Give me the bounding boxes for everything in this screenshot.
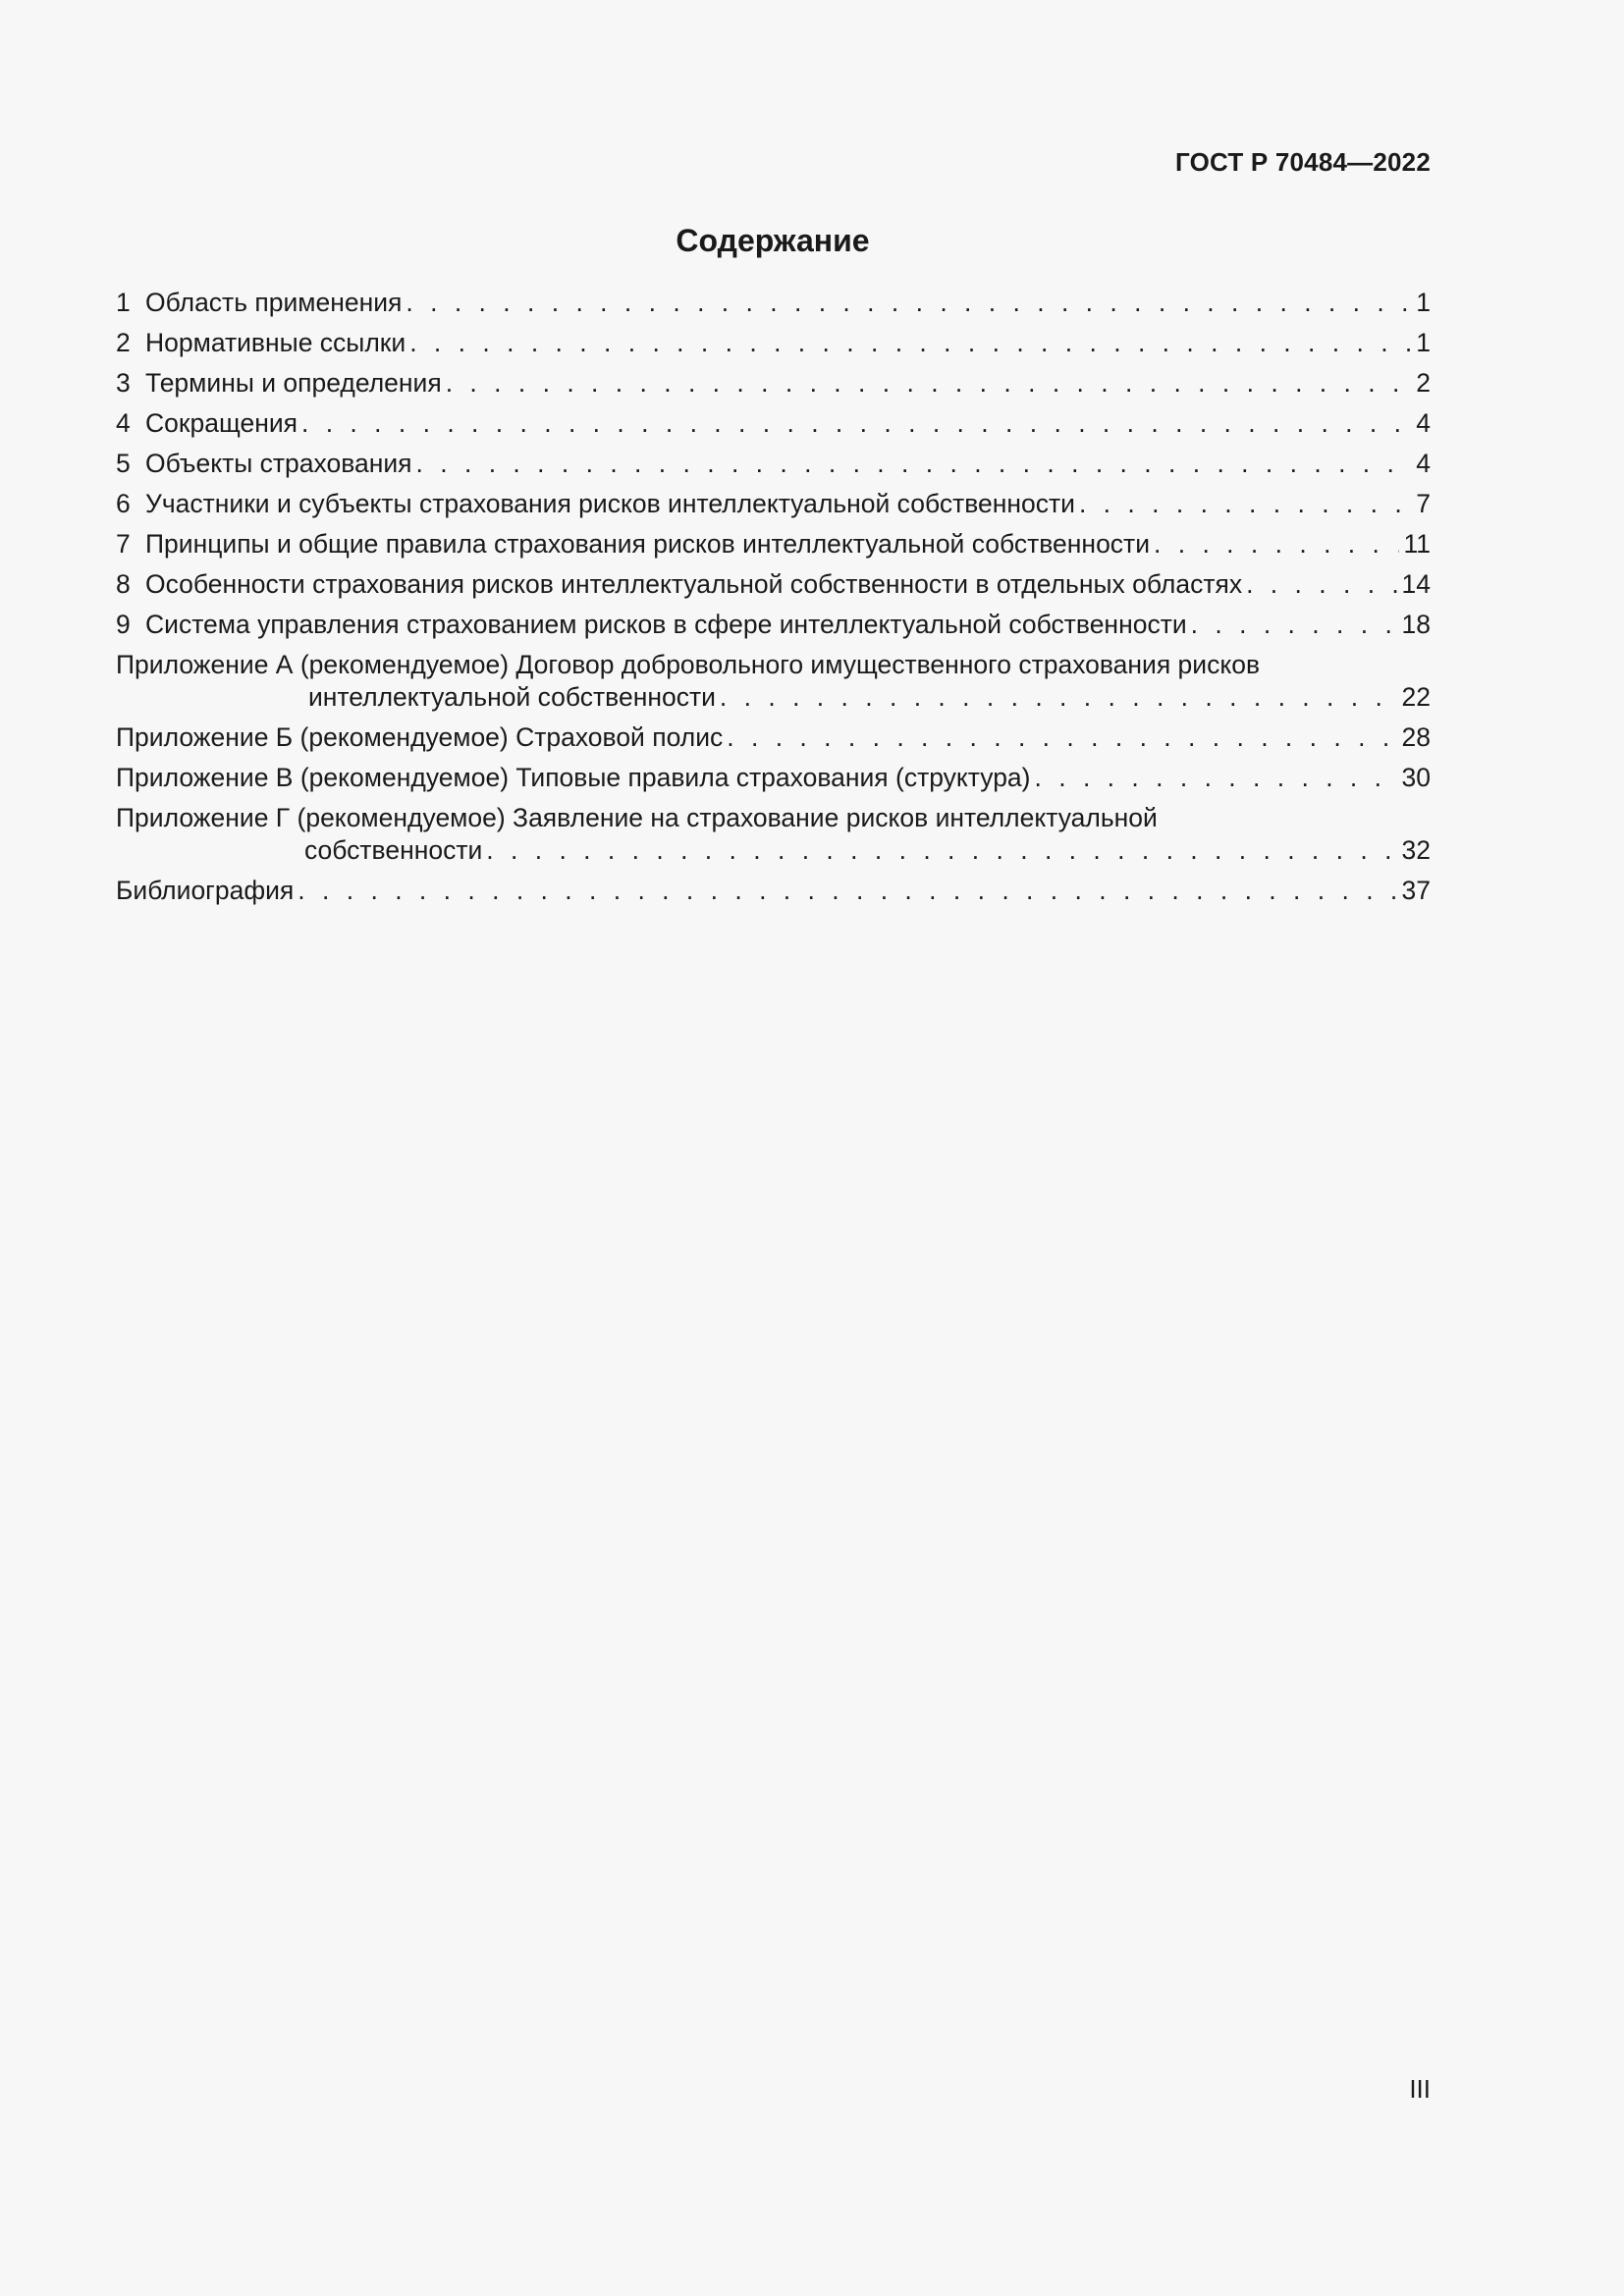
entry-title: Участники и субъекты страхования рисков интеллектуальной собственности bbox=[145, 489, 1075, 518]
appendix-title: Приложение А (рекомендуемое) Договор добровольного имущественного страхования рисков bbox=[116, 650, 1261, 679]
toc-appendix-g[interactable] bbox=[116, 802, 1431, 867]
toc-entry[interactable] bbox=[116, 407, 1431, 440]
toc-entry[interactable] bbox=[116, 568, 1431, 601]
entry-number: 7 bbox=[116, 529, 131, 559]
appendix-title-continued: собственности bbox=[304, 835, 483, 865]
entry-page: 37 bbox=[1401, 876, 1431, 905]
page-number: III bbox=[1409, 2074, 1431, 2104]
entry-title: Система управления страхованием рисков в сфере интеллектуальной собственности bbox=[145, 610, 1187, 639]
entry-page: 1 bbox=[1416, 328, 1431, 357]
leader-dots bbox=[301, 407, 1412, 440]
entry-number: 1 bbox=[116, 288, 131, 317]
toc-entry[interactable] bbox=[116, 367, 1431, 400]
toc-appendix-b[interactable] bbox=[116, 721, 1431, 754]
appendix-title: Приложение Г (рекомендуемое) Заявление на страхование рисков интеллектуальной bbox=[116, 803, 1158, 832]
entry-number: 6 bbox=[116, 489, 131, 518]
leader-dots bbox=[409, 327, 1412, 359]
toc-entry[interactable] bbox=[116, 488, 1431, 520]
entry-page: 7 bbox=[1416, 489, 1431, 518]
appendix-title-continued: интеллектуальной собственности bbox=[308, 682, 716, 712]
toc-entry[interactable] bbox=[116, 528, 1431, 561]
leader-dots bbox=[1191, 609, 1398, 641]
leader-dots bbox=[446, 367, 1413, 400]
entry-title: Нормативные ссылки bbox=[145, 328, 406, 357]
entry-page: 22 bbox=[1401, 682, 1431, 712]
entry-number: 8 bbox=[116, 569, 131, 599]
standard-code: ГОСТ Р 70484—2022 bbox=[1175, 147, 1431, 177]
table-of-contents bbox=[116, 287, 1431, 915]
leader-dots bbox=[486, 834, 1397, 867]
leader-dots bbox=[1246, 568, 1397, 601]
entry-title: Область применения bbox=[145, 288, 403, 317]
entry-number: 9 bbox=[116, 610, 131, 639]
entry-title: Особенности страхования рисков интеллектуальной собственности в отдельных областях bbox=[145, 569, 1243, 599]
appendix-title: Приложение В (рекомендуемое) Типовые правила страхования (структура) bbox=[116, 763, 1031, 792]
toc-entry[interactable] bbox=[116, 448, 1431, 480]
entry-title: Принципы и общие правила страхования рисков интеллектуальной собственности bbox=[145, 529, 1150, 559]
bibliography-title: Библиография bbox=[116, 876, 295, 905]
toc-entry[interactable] bbox=[116, 609, 1431, 641]
entry-title: Объекты страхования bbox=[145, 449, 412, 478]
entry-page: 14 bbox=[1401, 569, 1431, 599]
entry-number: 5 bbox=[116, 449, 131, 478]
entry-number: 3 bbox=[116, 368, 131, 398]
toc-entry[interactable] bbox=[116, 327, 1431, 359]
entry-title: Сокращения bbox=[145, 408, 298, 438]
entry-title: Термины и определения bbox=[145, 368, 442, 398]
leader-dots bbox=[727, 721, 1397, 754]
entry-page: 30 bbox=[1401, 763, 1431, 792]
toc-title: Содержание bbox=[676, 223, 870, 258]
entry-page: 18 bbox=[1401, 610, 1431, 639]
entry-page: 32 bbox=[1401, 835, 1431, 865]
entry-page: 28 bbox=[1401, 722, 1431, 752]
leader-dots bbox=[416, 448, 1413, 480]
entry-page: 2 bbox=[1416, 368, 1431, 398]
leader-dots bbox=[1079, 488, 1412, 520]
entry-page: 4 bbox=[1416, 449, 1431, 478]
leader-dots bbox=[298, 875, 1397, 907]
leader-dots bbox=[1035, 762, 1398, 794]
entry-page: 1 bbox=[1416, 288, 1431, 317]
toc-bibliography[interactable] bbox=[116, 875, 1431, 907]
entry-number: 4 bbox=[116, 408, 131, 438]
toc-appendix-v[interactable] bbox=[116, 762, 1431, 794]
leader-dots bbox=[720, 681, 1398, 714]
appendix-title: Приложение Б (рекомендуемое) Страховой полис bbox=[116, 722, 724, 752]
entry-number: 2 bbox=[116, 328, 131, 357]
entry-page: 11 bbox=[1403, 529, 1431, 559]
entry-page: 4 bbox=[1416, 408, 1431, 438]
toc-entry[interactable] bbox=[116, 287, 1431, 319]
leader-dots bbox=[1154, 528, 1399, 561]
leader-dots bbox=[406, 287, 1412, 319]
toc-appendix-a[interactable] bbox=[116, 649, 1431, 714]
